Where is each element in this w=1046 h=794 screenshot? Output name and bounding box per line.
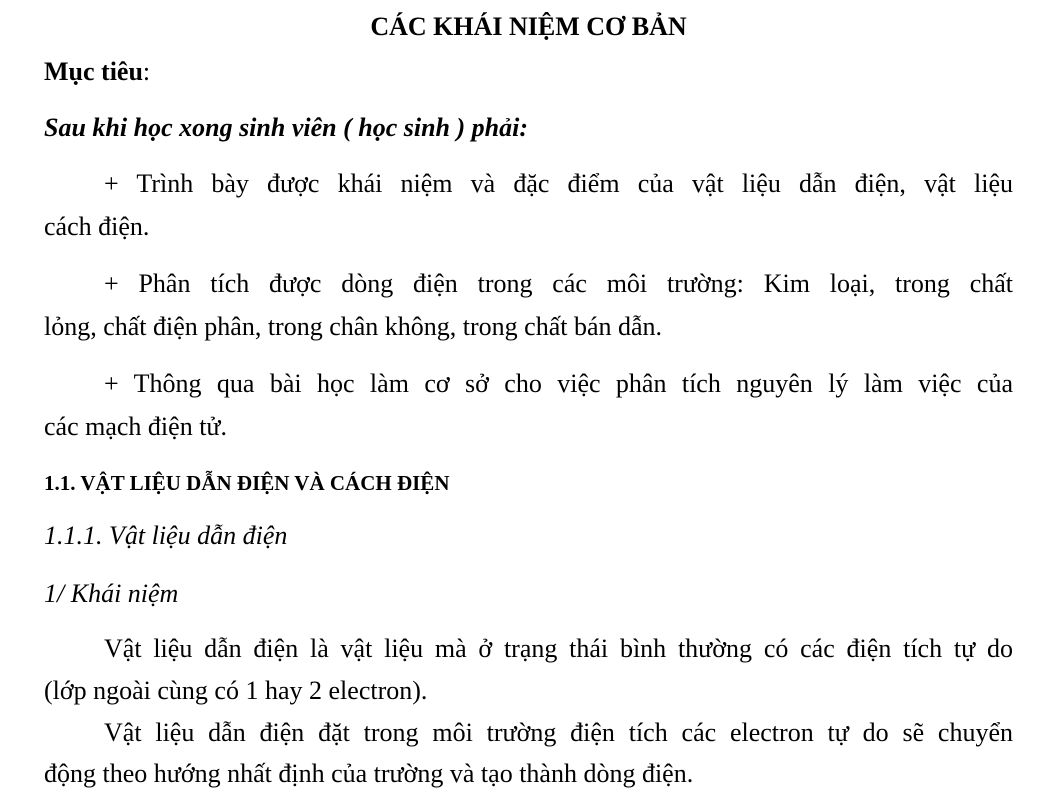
section-1-1-1-heading: 1.1.1. Vật liệu dẫn điện <box>44 521 288 550</box>
document-page <box>44 0 1013 794</box>
goal-1-line-2: cách điện. <box>44 212 150 241</box>
section-1-1-heading: 1.1. VẬT LIỆU DẪN ĐIỆN VÀ CÁCH ĐIỆN <box>44 471 450 495</box>
document-title: CÁC KHÁI NIỆM CƠ BẢN <box>370 12 687 41</box>
goal-2-line-1: + Phân tích được dòng điện trong các môi trường: Kim loại, trong chất <box>104 269 1013 298</box>
goal-3-line-1: + Thông qua bài học làm cơ sở cho việc phân tích nguyên lý làm việc của <box>104 369 1013 398</box>
paragraph-2-line-1: Vật liệu dẫn điện đặt trong môi trường điện tích các electron tự do sẽ chuyển <box>104 718 1013 747</box>
objective-heading <box>44 57 150 87</box>
paragraph-1-line-1: Vật liệu dẫn điện là vật liệu mà ở trạng thái bình thường có các điện tích tự do <box>104 634 1013 663</box>
objective-label: Mục tiêu <box>44 57 143 86</box>
goal-1-line-1: + Trình bày được khái niệm và đặc điểm của vật liệu dẫn điện, vật liệu <box>104 169 1013 198</box>
paragraph-1-line-2: (lớp ngoài cùng có 1 hay 2 electron). <box>44 676 428 705</box>
intro-sentence: Sau khi học xong sinh viên ( học sinh ) phải: <box>44 113 529 142</box>
goal-3-line-2: các mạch điện tử. <box>44 412 228 441</box>
goal-2-line-2: lỏng, chất điện phân, trong chân không, trong chất bán dẫn. <box>44 312 663 341</box>
paragraph-2-line-2: động theo hướng nhất định của trường và tạo thành dòng điện. <box>44 759 694 788</box>
objective-colon: : <box>142 57 151 86</box>
subsection-1-heading: 1/ Khái niệm <box>44 579 179 608</box>
